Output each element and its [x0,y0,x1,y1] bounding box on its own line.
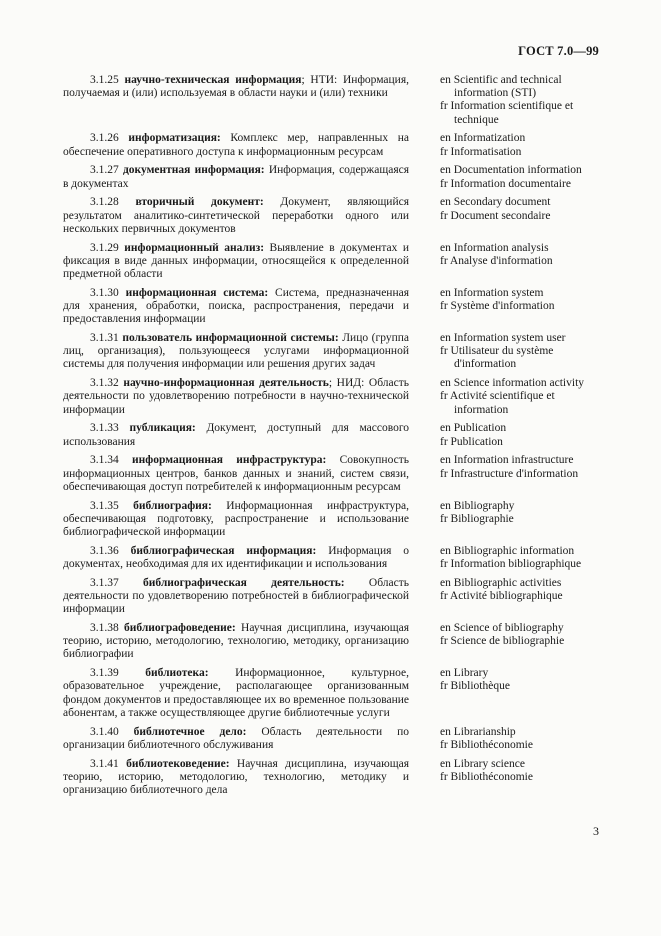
term-definition: Информация о документах, необходимая для их идентификации и использования [63,544,410,571]
page-number: 3 [593,824,599,838]
term-definition: Совокупность информационных центров, банков данных и знаний, систем связи, обеспечивающая доступ потребителей к информационным ресурсам [63,454,409,493]
term-number: 3.1.39 [90,667,119,680]
term-name: библиотека: [145,667,209,680]
page-header-title: ГОСТ 7.0—99 [518,44,599,58]
foreign-equivalents [440,667,610,693]
french-equivalent: fr Système d'information [440,300,555,313]
foreign-equivalents [440,242,610,268]
foreign-equivalents [440,622,610,648]
term-entry [63,726,610,752]
term-name: пользователь информационной системы: [122,332,339,345]
term-entry [63,287,610,327]
term-definition: Комплекс мер, направленных на обеспечение оперативного доступа к информационным ресурсам [63,132,409,158]
term-entry [63,667,610,720]
term-definition-block [63,577,409,617]
term-entry [63,454,610,494]
term-definition: Область деятельности по удовлетворению потребностей в библиографической информации [63,576,409,616]
foreign-equivalents [440,287,610,313]
term-name: информатизация: [128,132,221,145]
term-definition: Система, предназначенная для хранения, обработки, поиска, распространения, передачи и предоставления информации [63,286,410,326]
english-equivalent: en Information infrastructure [440,454,574,467]
foreign-equivalents [440,196,610,222]
term-number: 3.1.32 [90,377,119,390]
term-entry [63,332,610,372]
term-entry [63,242,610,282]
term-name: библиотековедение: [126,757,230,770]
english-equivalent: en Bibliography [440,499,515,512]
term-definition-block [63,758,409,798]
foreign-equivalents [440,500,610,526]
english-equivalent: en Information system user [440,332,566,345]
english-equivalent: en Bibliographic information [440,544,575,557]
term-number: 3.1.28 [90,196,119,209]
term-definition-block [63,500,409,540]
french-equivalent: fr Publication [440,435,503,448]
french-equivalent: fr Infrastructure d'information [440,467,579,480]
term-definition-block [63,332,409,372]
french-equivalent: fr Activité bibliographique [440,590,563,603]
term-definition-block [63,196,409,236]
french-equivalent: fr Bibliothèque [440,680,510,693]
term-entry [63,500,610,540]
foreign-equivalents [440,726,610,752]
term-name: публикация: [129,422,196,435]
french-equivalent: fr Information scientifique et technique [440,100,574,126]
term-definition: Информационная инфраструктура, обеспечивающая подготовку, распространение и использование библиографической информации [63,499,409,539]
term-definition-block [63,422,409,448]
term-definition-block [63,545,409,571]
english-equivalent: en Publication [440,422,507,435]
foreign-equivalents [440,758,610,784]
term-entry [63,758,610,798]
term-number: 3.1.27 [90,164,119,177]
foreign-equivalents [440,454,610,480]
french-equivalent: fr Information documentaire [440,177,571,190]
foreign-equivalents [440,132,610,158]
term-entry [63,422,610,448]
term-name: библиография: [133,499,212,512]
term-definition: Научная дисциплина, изучающая теорию, историю, методологию, технологию, методику, организацию библиографии [63,622,409,661]
french-equivalent: fr Analyse d'information [440,254,553,267]
term-name: документная информация: [122,164,265,177]
french-equivalent: fr Bibliothéconomie [440,738,533,751]
term-number: 3.1.36 [90,544,119,557]
term-definition: Информационное, культурное, образовательное учреждение, располагающее организованным фондом документов и предоставляющее их во временное пользование абонентам, а также осуществляющее другие библиотечные услуги [63,667,409,719]
term-number: 3.1.30 [90,286,119,299]
english-equivalent: en Librarianship [440,725,516,738]
term-definition-block [63,132,409,158]
term-definition: ; НТИ: Информация, получаемая и (или) используемая в области науки и (или) техники [63,74,409,100]
term-entry [63,164,610,190]
term-entry [63,622,610,662]
term-definition-block [63,667,409,720]
term-name: информационный анализ: [124,241,265,254]
term-definition: Научная дисциплина, изучающая теорию, историю, методологию, технологию, методику и организацию библиотечного дела [63,757,409,797]
english-equivalent: en Science information activity [440,377,585,390]
term-entry [63,577,610,617]
english-equivalent: en Documentation information [440,164,582,177]
french-equivalent: fr Informatisation [440,145,522,158]
french-equivalent: fr Information bibliographique [440,558,582,571]
term-definition: Лицо (группа лиц, организация), пользующееся услугами информационной системы для получения информации или решения других задач [63,332,409,371]
term-name: информационная система: [125,286,269,299]
foreign-equivalents [440,377,610,417]
term-name: библиотечное дело: [133,725,247,738]
term-number: 3.1.38 [90,622,119,635]
term-definition-block [63,242,409,282]
french-equivalent: fr Utilisateur du système d'information [440,345,554,371]
term-number: 3.1.26 [90,132,119,145]
french-equivalent: fr Science de bibliographie [440,635,565,648]
foreign-equivalents [440,422,610,448]
term-definition-block [63,164,409,190]
term-number: 3.1.29 [90,241,119,254]
foreign-equivalents [440,577,610,603]
term-entry [63,377,610,417]
term-definition: Документ, доступный для массового использования [63,422,410,448]
term-number: 3.1.37 [90,576,119,589]
english-equivalent: en Library [440,667,489,680]
term-number: 3.1.31 [90,332,119,345]
term-definition: Выявление в документах и фиксация в виде данных информации, относящейся к определенной предметной области [63,241,409,281]
term-name: научно-информационная деятельность [123,377,329,390]
french-equivalent: fr Bibliothéconomie [440,770,533,783]
term-number: 3.1.33 [90,422,119,435]
term-definition: Документ, являющийся результатом аналитико-синтетической переработки одного или нескольких первичных документов [63,196,409,235]
term-definition: ; НИД: Область деятельности по удовлетворению потребности в научно-технической информации [63,377,410,416]
term-entry [63,132,610,158]
term-definition-block [63,287,409,327]
term-entry [63,196,610,236]
term-definition: Область деятельности по организации библиотечного обслуживания [63,725,410,751]
foreign-equivalents [440,74,610,127]
english-equivalent: en Science of bibliography [440,622,564,635]
term-definition-block [63,377,409,417]
term-definition-block [63,726,409,752]
term-number: 3.1.25 [90,74,119,86]
term-name: вторичный документ: [135,196,264,209]
term-name: библиографическая деятельность: [143,576,345,589]
term-definition-block [63,74,409,100]
french-equivalent: fr Bibliographie [440,512,514,525]
term-entry [63,545,610,571]
english-equivalent: en Bibliographic activities [440,576,562,589]
term-name: библиографическая информация: [130,544,317,557]
english-equivalent: en Information analysis [440,241,549,254]
english-equivalent: en Scientific and technical information (STI) [440,74,562,100]
foreign-equivalents [440,332,610,372]
english-equivalent: en Library science [440,757,525,770]
term-definition: Информация, содержащаяся в документах [63,164,409,190]
term-number: 3.1.41 [90,757,119,770]
term-number: 3.1.34 [90,454,119,467]
english-equivalent: en Information system [440,286,544,299]
term-number: 3.1.35 [90,499,119,512]
english-equivalent: en Informatization [440,132,526,145]
term-list [63,74,610,803]
term-definition-block [63,454,409,494]
term-entry [63,74,610,127]
french-equivalent: fr Activité scientifique et information [440,390,555,416]
term-number: 3.1.40 [90,725,119,738]
foreign-equivalents [440,164,610,190]
term-name: библиографоведение: [124,622,236,635]
foreign-equivalents [440,545,610,571]
term-definition-block [63,622,409,662]
french-equivalent: fr Document secondaire [440,209,551,222]
term-name: научно-техническая информация [124,74,302,86]
english-equivalent: en Secondary document [440,196,551,209]
term-name: информационная инфраструктура: [132,454,327,467]
